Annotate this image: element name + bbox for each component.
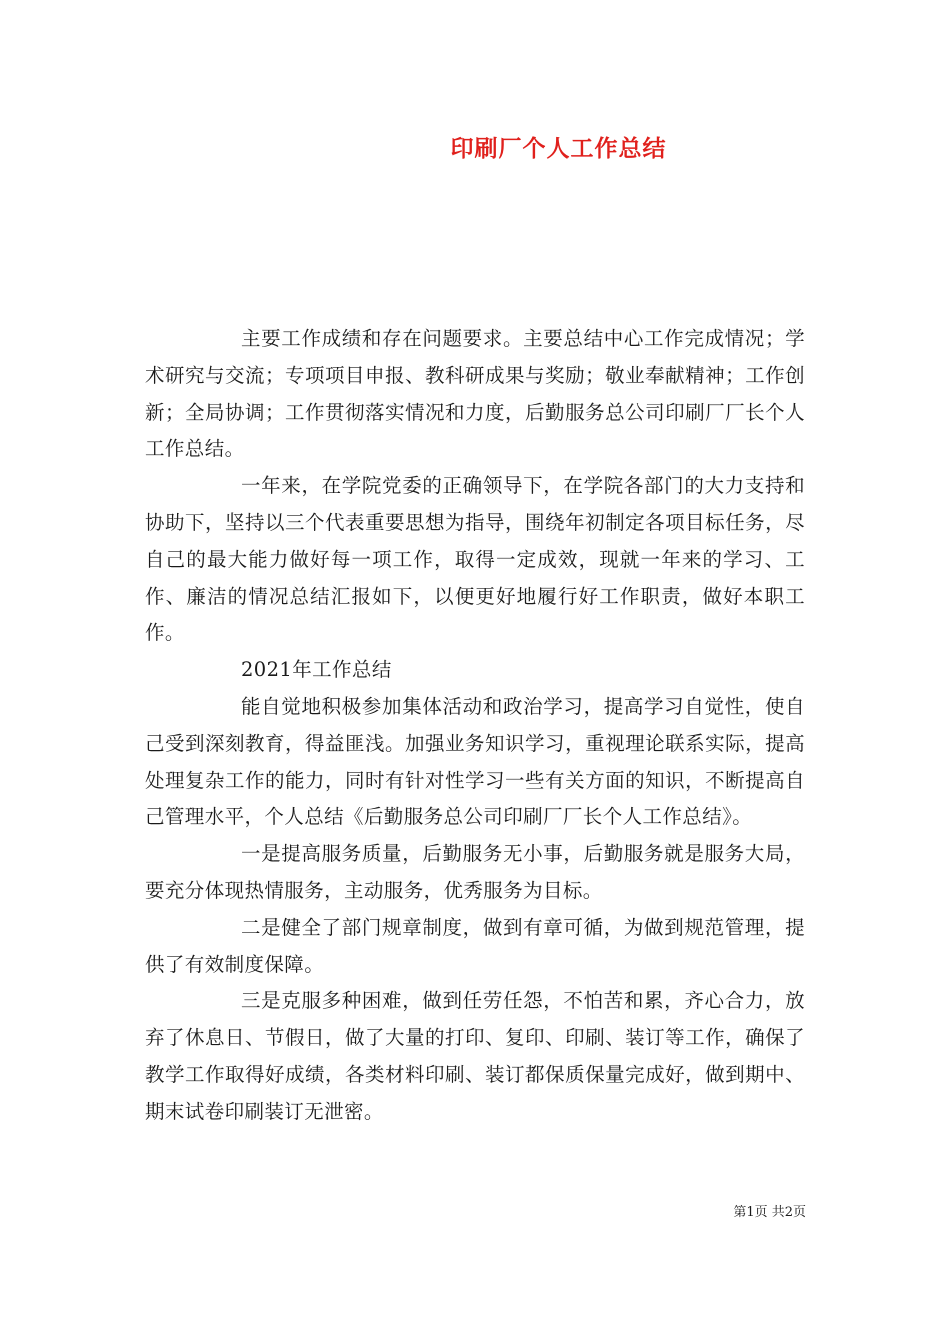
paragraph-point-two: 二是健全了部门规章制度，做到有章可循，为做到规范管理，提供了有效制度保障。 [145, 915, 805, 976]
document-body [145, 321, 805, 1131]
section-heading-2021: 2021年工作总结 [241, 658, 392, 682]
paragraph-point-one: 一是提高服务质量，后勤服务无小事，后勤服务就是服务大局，要充分体现热情服务，主动服务，优秀服务为目标。 [145, 842, 805, 902]
page-number: 第1页 共2页 [733, 1205, 806, 1220]
paragraph-intro: 主要工作成绩和存在问题要求。主要总结中心工作完成情况；学术研究与交流；专项项目申报、教科研成果与奖励；敬业奉献精神；工作创新；全局协调；工作贯彻落实情况和力度，后勤服务总公司印刷厂厂长个人工作总结。 [145, 327, 805, 461]
paragraph-study: 能自觉地积极参加集体活动和政治学习，提高学习自觉性，使自己受到深刻教育，得益匪浅。加强业务知识学习，重视理论联系实际，提高处理复杂工作的能力，同时有针对性学习一些有关方面的知识，不断提高自己管理水平，个人总结《后勤服务总公司印刷厂厂长个人工作总结》。 [145, 694, 805, 829]
paragraph-point-three: 三是克服多种困难，做到任劳任怨，不怕苦和累，齐心合力，放弃了休息日、节假日，做了大量的打印、复印、印刷、装订等工作，确保了教学工作取得好成绩，各类材料印刷、装订都保质保量完成好，做到期中、期末试卷印刷装订无泄密。 [145, 989, 805, 1123]
paragraph-overview: 一年来，在学院党委的正确领导下，在学院各部门的大力支持和协助下，坚持以三个代表重要思想为指导，围绕年初制定各项目标任务，尽自己的最大能力做好每一项工作，取得一定成效，现就一年来的学习、工作、廉洁的情况总结汇报如下，以便更好地履行好工作职责，做好本职工作。 [145, 474, 805, 645]
document-title: 印刷厂个人工作总结 [450, 135, 667, 162]
